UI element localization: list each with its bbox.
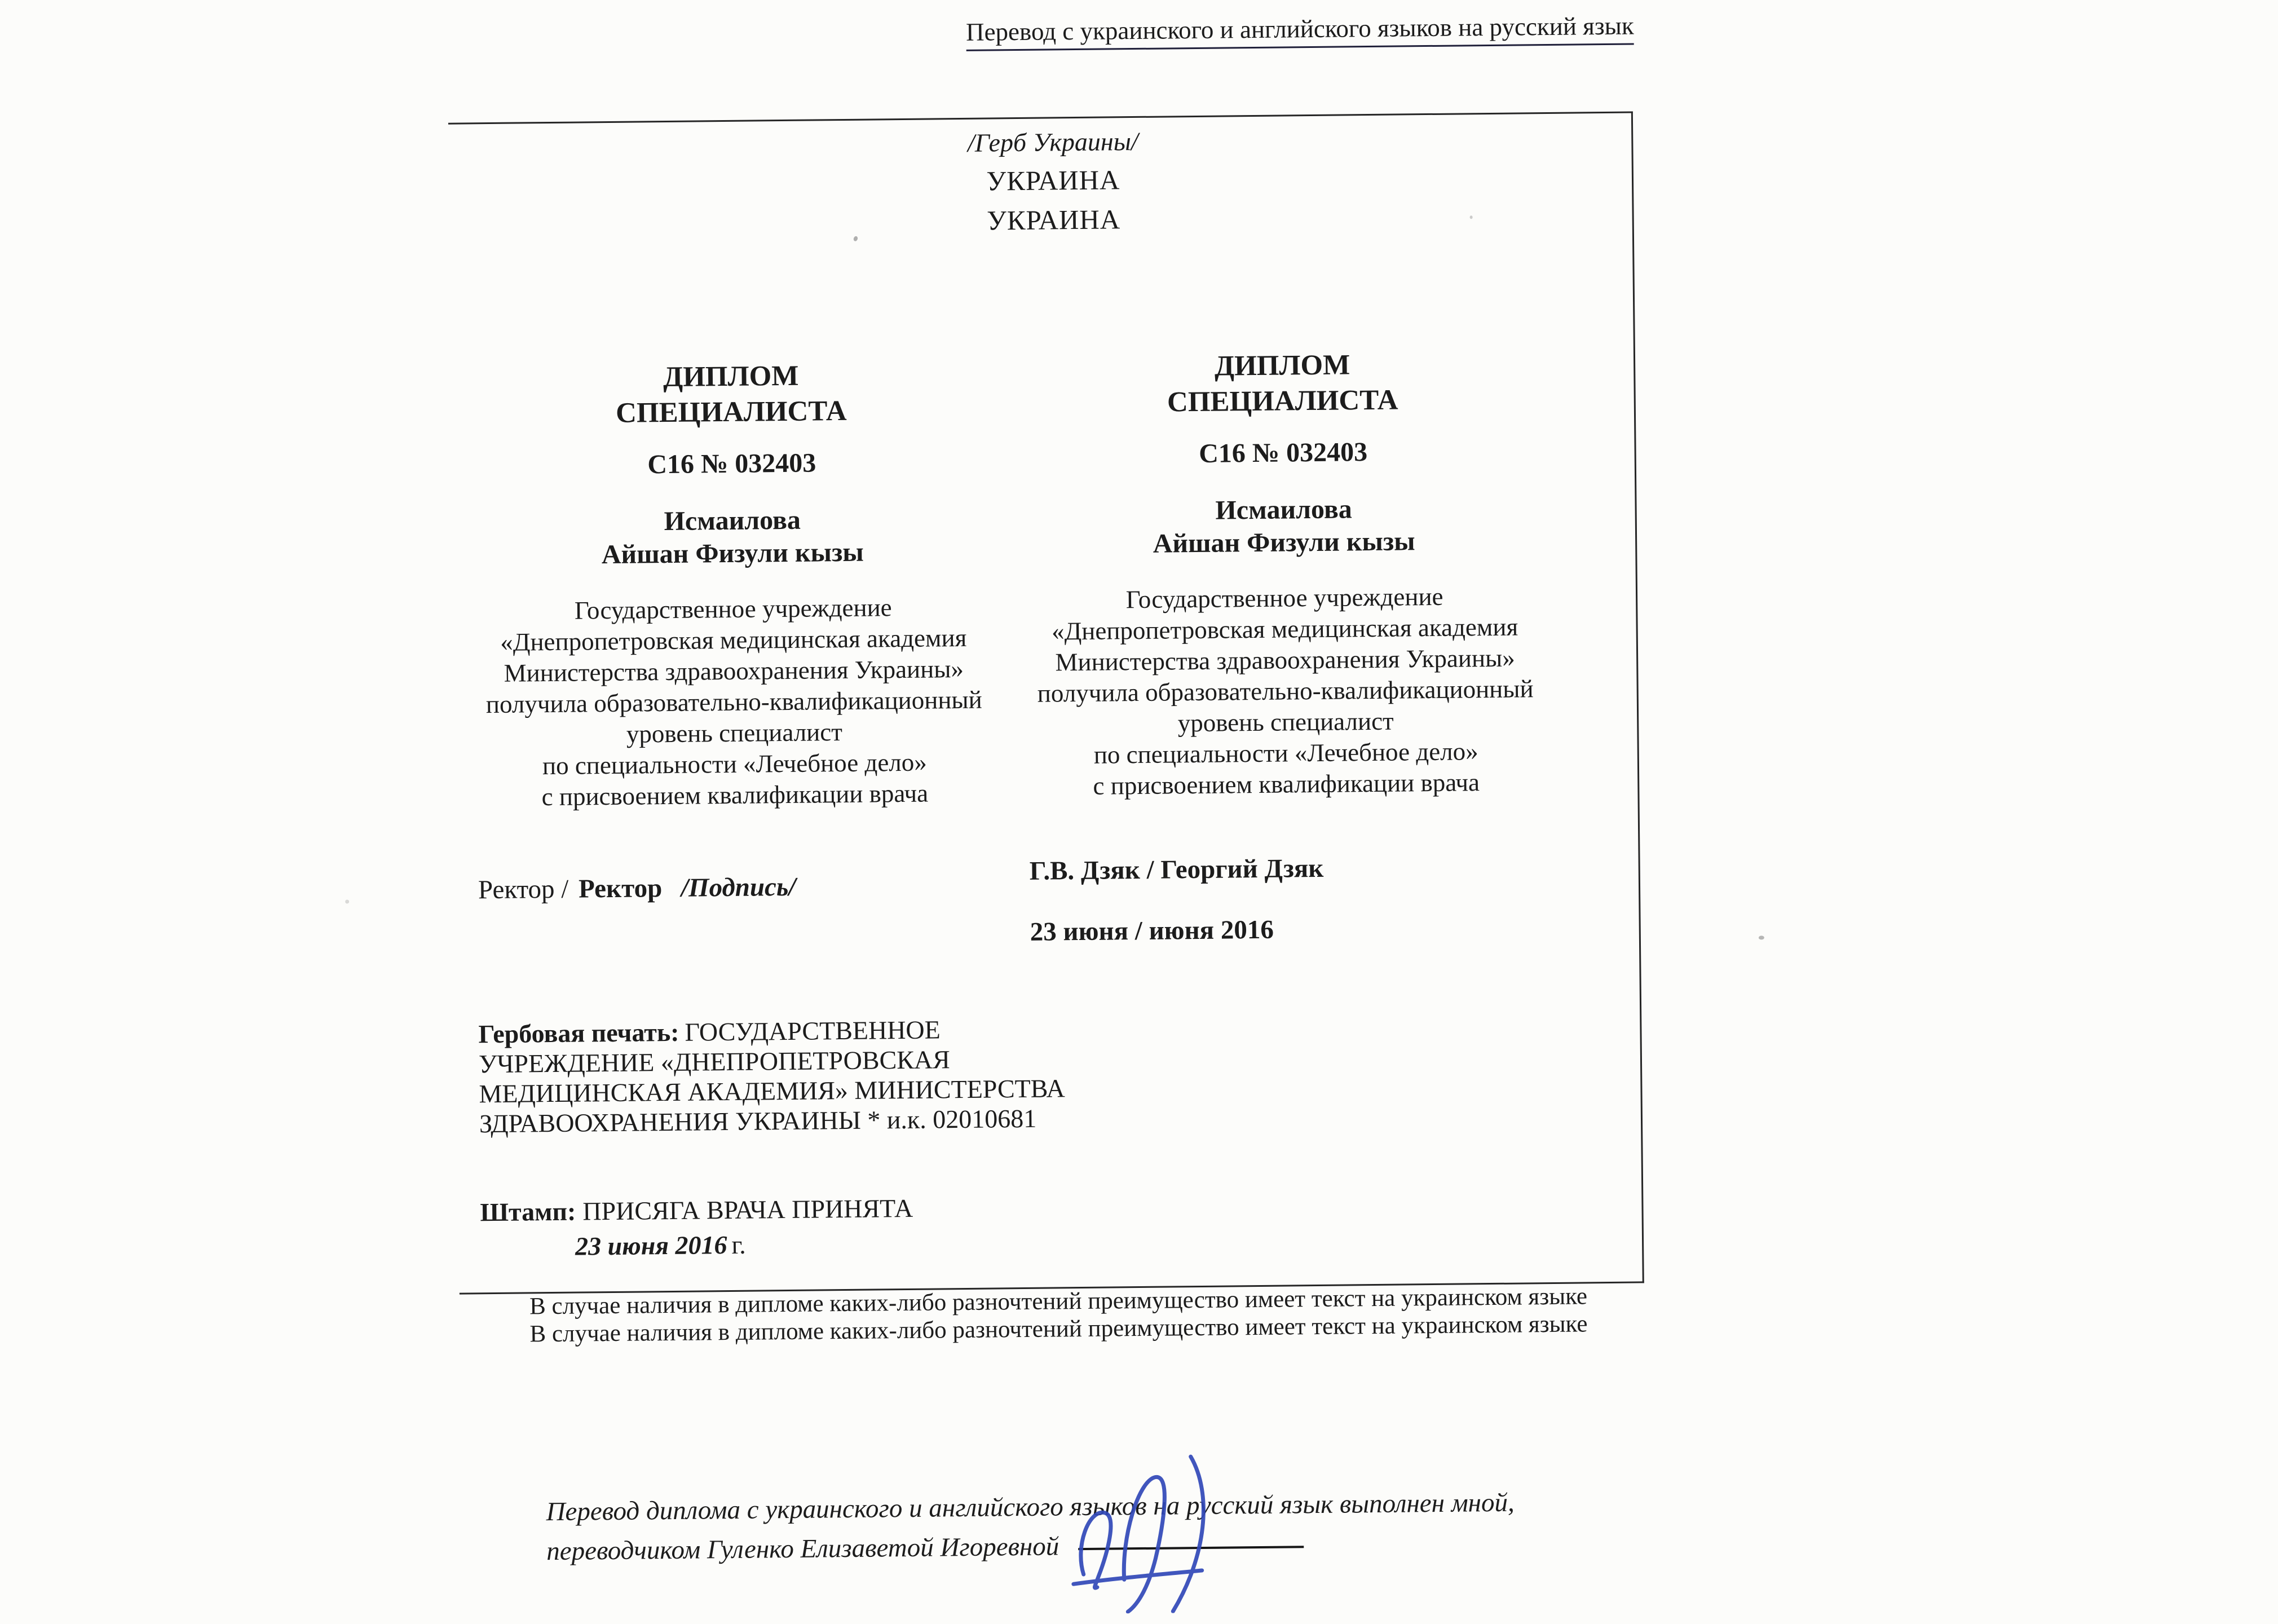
disclaimer-line-1: В случае наличия в дипломе каких-либо разночтений преимущество имеет текст на украинском языке xyxy=(529,1283,1588,1320)
seal-label: Гербовая печать: xyxy=(478,1017,679,1049)
scan-speck xyxy=(1759,935,1764,939)
country-name-2: УКРАИНА xyxy=(986,204,1121,236)
signature-placeholder-note: /Подпись/ xyxy=(681,872,796,903)
right-body-line: уровень специалист xyxy=(1177,707,1394,738)
right-diploma-title xyxy=(1014,346,1551,422)
left-body-line: получила образовательно-квалификационный xyxy=(485,685,982,719)
right-body-line: с присвоением квалификации врача xyxy=(1093,768,1480,800)
translator-note xyxy=(546,1483,1515,1571)
left-holder-name xyxy=(464,502,1000,572)
rector-name-line: Г.В. Дзяк / Георгий Дзяк xyxy=(1029,853,1324,886)
left-name-line1: Исмаилова xyxy=(664,505,801,537)
right-body-line: «Днепропетровская медицинская академия xyxy=(1051,612,1518,646)
right-name-line2: Айшан Физули кызы xyxy=(1153,526,1415,559)
scan-speck xyxy=(1470,215,1473,219)
stamp-text: ПРИСЯГА ВРАЧА ПРИНЯТА xyxy=(582,1193,913,1226)
left-diploma-number: С16 № 032403 xyxy=(647,448,816,480)
emblem-block xyxy=(867,125,1240,237)
right-body-paragraph xyxy=(1017,580,1555,802)
translation-header xyxy=(905,10,1695,51)
emblem-note: /Герб Украины/ xyxy=(967,126,1138,157)
right-name-line1: Исмаилова xyxy=(1215,494,1352,526)
left-body-line: уровень специалист xyxy=(626,718,843,748)
seal-text: ГОСУДАРСТВЕННОЕ УЧРЕЖДЕНИЕ «ДНЕПРОПЕТРОВСКАЯ МЕДИЦИНСКАЯ АКАДЕМИЯ» МИНИСТЕРСТВА ЗДРАВООХРАНЕНИЯ УКРАИНЫ * и.к. 02010681 xyxy=(478,1015,1065,1138)
left-body-line: «Днепропетровская медицинская академия xyxy=(500,623,967,656)
left-body-paragraph xyxy=(465,591,1003,813)
left-body-line: Министерства здравоохранения Украины» xyxy=(504,654,964,687)
rector-label: Ректор / xyxy=(478,874,569,905)
translator-note-line2: переводчиком Гуленко Елизаветой Игоревной xyxy=(546,1532,1059,1566)
handwritten-signature xyxy=(1043,1440,1326,1614)
stamp-description xyxy=(480,1193,913,1262)
stamp-label: Штамп: xyxy=(480,1197,576,1227)
rector-label-translated: Ректор xyxy=(578,873,663,904)
rector-signature-line xyxy=(478,872,796,905)
left-body-line: Государственное учреждение xyxy=(574,593,892,625)
left-body-line: с присвоением квалификации врача xyxy=(541,779,929,811)
right-diploma-number: С16 № 032403 xyxy=(1198,437,1368,469)
disclaimer-line-2: В случае наличия в дипломе каких-либо разночтений преимущество имеет текст на украинском языке xyxy=(529,1310,1588,1348)
disclaimer-block xyxy=(466,1282,1651,1348)
left-name-line2: Айшан Физули кызы xyxy=(601,537,864,570)
right-body-line: по специальности «Лечебное дело» xyxy=(1093,737,1478,769)
left-diploma-title xyxy=(463,356,999,433)
stamp-date: 23 июня 2016 xyxy=(575,1230,727,1261)
left-title-line1: ДИПЛОМ xyxy=(663,360,799,394)
left-body-line: по специальности «Лечебное дело» xyxy=(542,748,927,780)
right-body-line: получила образовательно-квалификационный xyxy=(1037,674,1534,708)
scan-speck xyxy=(345,899,349,903)
right-title-line1: ДИПЛОМ xyxy=(1214,349,1350,382)
right-body-line: Министерства здравоохранения Украины» xyxy=(1055,643,1516,677)
issue-date-line: 23 июня / июня 2016 xyxy=(1030,915,1274,947)
seal-description xyxy=(478,1013,1085,1138)
country-name-1: УКРАИНА xyxy=(986,164,1120,197)
right-body-line: Государственное учреждение xyxy=(1125,582,1443,614)
stamp-date-suffix: г. xyxy=(731,1230,746,1259)
right-holder-name xyxy=(1016,491,1552,562)
translator-note-line1: Перевод диплома с украинского и английского языков на русский язык выполнен мной, xyxy=(546,1488,1515,1527)
translation-header-text: Перевод с украинского и английского языков на русский язык xyxy=(966,11,1634,51)
right-title-line2: СПЕЦИАЛИСТА xyxy=(1167,384,1398,418)
left-title-line2: СПЕЦИАЛИСТА xyxy=(615,395,847,429)
